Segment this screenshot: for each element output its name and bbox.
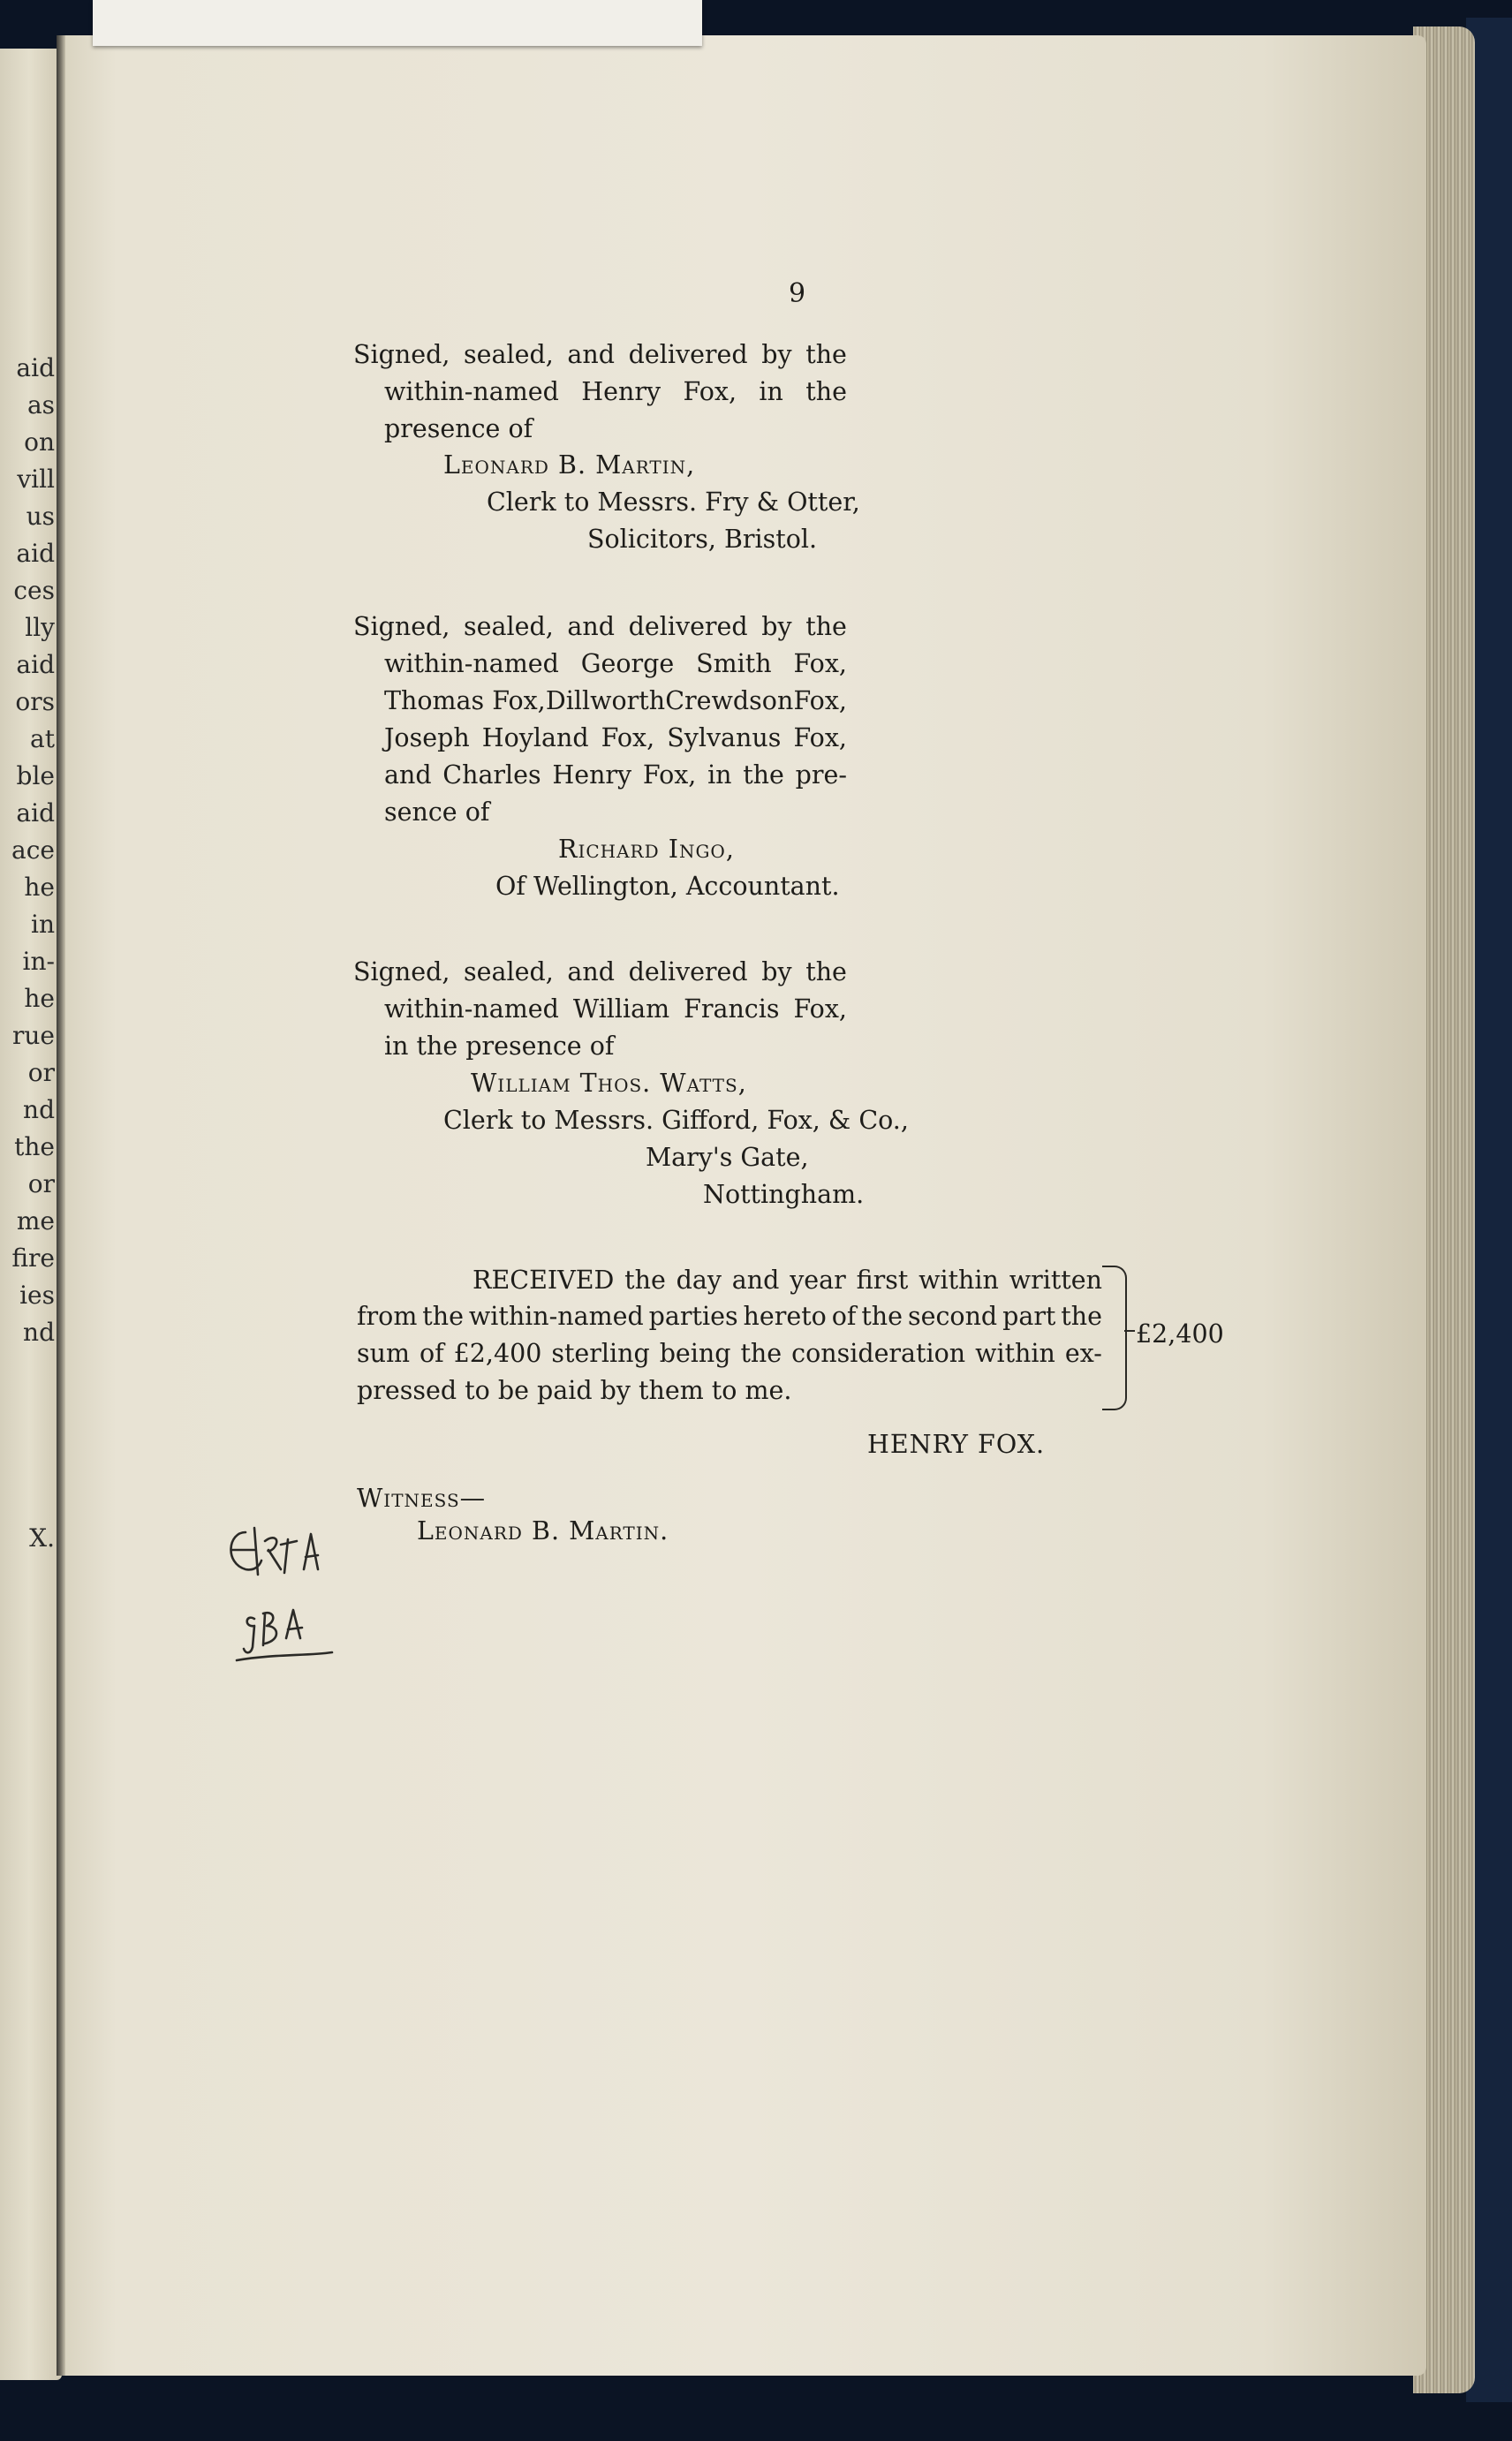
word: Fox, [683, 377, 737, 406]
word: the [740, 1339, 782, 1368]
word: the [624, 1266, 666, 1295]
block1-line1 [353, 340, 847, 369]
word: Hoyland [481, 723, 589, 752]
word: Signed, [353, 612, 450, 641]
left-page-fragment: on [24, 427, 55, 457]
paper-slip [93, 0, 702, 46]
word: within-named [384, 377, 559, 406]
receipt-line1 [472, 1268, 1102, 1294]
block3-witness-name: William Thos. Watts, [471, 1069, 747, 1098]
receipt-line3 [357, 1341, 1102, 1367]
word: day [676, 1266, 722, 1295]
left-page-fragment: ble [16, 761, 55, 790]
word: within-named [468, 1302, 644, 1331]
block1-witness-place: Solicitors, Bristol. [587, 525, 818, 554]
word: hereto [743, 1302, 827, 1331]
block1-witness-title: Clerk to Messrs. Fry & Otter, [487, 487, 860, 517]
signatory-name: HENRY FOX. [867, 1430, 1046, 1459]
word: £2,400 [453, 1339, 542, 1368]
word: Smith [696, 649, 772, 678]
word: parties [648, 1302, 738, 1331]
word: Fox, [601, 723, 655, 752]
block3-witness-place2: Nottingham. [703, 1180, 865, 1209]
left-page-fragment: he [24, 984, 55, 1013]
word: delivered [628, 957, 748, 986]
left-page-fragment: in [31, 910, 55, 939]
word: Henry [552, 760, 632, 790]
left-page-fragment: us [26, 502, 55, 531]
left-page-fragment: nd [23, 1318, 55, 1347]
block3-line1 [353, 957, 847, 986]
word: within [975, 1339, 1055, 1368]
word: the [861, 1302, 903, 1331]
word: Fox, [793, 686, 847, 715]
word: Dillworth [545, 686, 666, 715]
word: Henry [581, 377, 662, 406]
word: Fox, [642, 760, 697, 790]
word: Fox, [793, 994, 847, 1024]
left-page-fragment: vill [17, 465, 55, 494]
block2-line6: sence of [384, 797, 490, 827]
left-page-fragment: rue [12, 1021, 55, 1050]
left-page-fragment: lly [25, 613, 55, 642]
word: sealed, [464, 612, 554, 641]
word: George [580, 649, 675, 678]
block1-witness-name: Leonard B. Martin, [443, 450, 696, 480]
block2-line5 [384, 760, 847, 790]
word: Charles [442, 760, 541, 790]
word: the [805, 612, 847, 641]
word: Signed, [353, 340, 450, 369]
word: by [761, 957, 792, 986]
receipt-amount: £2,400 [1136, 1319, 1224, 1349]
block3-line3: in the presence of [384, 1032, 615, 1061]
witness-label: Witness— [357, 1484, 487, 1513]
word: part [1002, 1302, 1056, 1331]
word: in [759, 377, 783, 406]
word: Signed, [353, 957, 450, 986]
word: the [805, 377, 847, 406]
left-page-fragment: at [30, 724, 55, 753]
curly-brace [1102, 1266, 1127, 1410]
word: in [707, 760, 732, 790]
word: Francis [684, 994, 780, 1024]
left-page-fragment: the [14, 1132, 55, 1161]
word: ex- [1064, 1339, 1102, 1368]
left-page-fragment: aid [16, 353, 55, 382]
word: Sylvanus [667, 723, 782, 752]
word: pre- [795, 760, 847, 790]
word: the [743, 760, 784, 790]
word: and [567, 612, 616, 641]
block3-witness-title: Clerk to Messrs. Gifford, Fox, & Co., [443, 1106, 909, 1135]
word: sealed, [464, 340, 554, 369]
block1-line2 [384, 377, 847, 406]
left-page-fragment: nd [23, 1095, 55, 1124]
left-page-fragment: ces [13, 576, 55, 605]
left-page-fragment: me [16, 1206, 55, 1236]
word: sealed, [464, 957, 554, 986]
word: Crewdson [665, 686, 794, 715]
left-page-fragment: ies [19, 1281, 55, 1310]
word: consideration [791, 1339, 966, 1368]
block3-witness-place1: Mary's Gate, [646, 1143, 809, 1172]
word: within-named [384, 994, 559, 1024]
block2-line2 [384, 649, 847, 678]
block2-witness-name: Richard Ingo, [558, 835, 735, 864]
left-page-fragment: or [27, 1058, 55, 1087]
word: and [567, 957, 616, 986]
word: written [1009, 1266, 1102, 1295]
witness-name: Leonard B. Martin. [417, 1516, 669, 1545]
word: second [907, 1302, 998, 1331]
left-page-fragment: ors [15, 687, 55, 716]
word: being [659, 1339, 731, 1368]
left-page-fragment: or [27, 1169, 55, 1198]
block2-line1 [353, 612, 847, 641]
receipt-lead-word: RECEIVED [472, 1266, 615, 1295]
word: Fox, [793, 723, 847, 752]
word: Thomas Fox, [384, 686, 546, 715]
left-page-fragment: fire [11, 1243, 55, 1273]
page-number: 9 [789, 278, 806, 309]
receipt-line2 [357, 1304, 1102, 1330]
brace-point [1124, 1330, 1135, 1332]
word: William [572, 994, 670, 1024]
word: sum [357, 1339, 411, 1368]
word: sterling [551, 1339, 650, 1368]
left-page-fragment: as [26, 390, 55, 419]
left-page-fragment: in- [22, 947, 55, 976]
word: of [831, 1302, 857, 1331]
block1-line3: presence of [384, 414, 533, 443]
word: delivered [628, 340, 748, 369]
word: the [805, 340, 847, 369]
word: the [422, 1302, 464, 1331]
word: of [419, 1339, 444, 1368]
word: within [919, 1266, 999, 1295]
word: from [357, 1302, 418, 1331]
left-page-fragment: aid [16, 798, 55, 828]
word: Fox, [793, 649, 847, 678]
word: and [567, 340, 616, 369]
block2-witness-title: Of Wellington, Accountant. [495, 872, 840, 901]
word: and [731, 1266, 780, 1295]
block2-line4 [384, 723, 847, 752]
left-page-fragment: X. [29, 1523, 55, 1553]
left-page-margin [0, 49, 62, 2380]
word: first [856, 1266, 909, 1295]
left-page-fragment: ace [11, 835, 55, 865]
word: by [761, 340, 792, 369]
word: by [761, 612, 792, 641]
receipt-line4: pressed to be paid by them to me. [357, 1376, 792, 1405]
block2-line3 [384, 686, 847, 715]
left-page-fragment: aid [16, 650, 55, 679]
word: the [805, 957, 847, 986]
left-page-fragment: aid [16, 539, 55, 568]
block3-line2 [384, 994, 847, 1024]
word: Joseph [384, 723, 470, 752]
word: year [790, 1266, 846, 1295]
handwritten-initials [219, 1515, 343, 1674]
word: and [384, 760, 432, 790]
word: delivered [628, 612, 748, 641]
left-page-fragment: he [24, 873, 55, 902]
word: within-named [384, 649, 559, 678]
word: the [1061, 1302, 1102, 1331]
book-gutter [57, 35, 65, 2376]
